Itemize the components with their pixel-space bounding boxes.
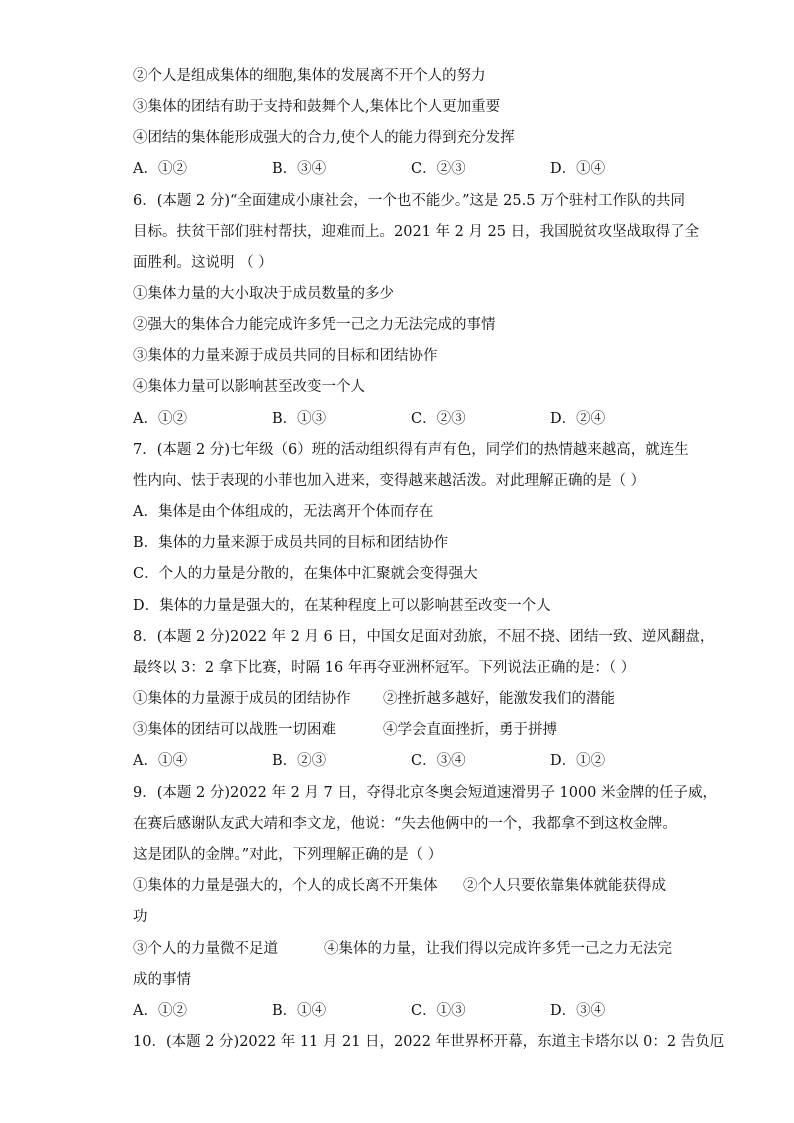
q9-item-1: ①集体的力量是强大的，个人的成长离不开集体 [133,878,438,894]
q6-stem-line: 目标。扶贫干部们驻村帮扶，迎难而上。2021 年 2 月 25 日，我国脱贫攻坚战取得了全 [133,224,700,240]
q8-option-a: A．①④ [133,753,187,769]
q9-stem-line: 在赛后感谢队友武大靖和李文龙，他说：“失去他俩中的一个，我都拿不到这枚金牌。 [133,816,677,832]
q9-item-4-wrap: 成的事情 [133,972,191,988]
q8-item-1: ①集体的力量源于成员的团结协作 [133,691,351,707]
q5-option-a: A．①② [133,161,187,177]
q5-option-d: D．①④ [550,161,606,177]
q7-stem-line: 7．(本题 2 分)七年级（6）班的活动组织得有声有色，同学们的热情越来越高，就连生 [133,442,689,458]
q9-option-a: A．①② [133,1003,187,1019]
q8-item-3: ③集体的团结可以战胜一切困难 [133,722,336,738]
q6-item: ①集体力量的大小取决于成员数量的多少 [133,286,394,302]
q5-item-3: ③集体的团结有助于支持和鼓舞个人,集体比个人更加重要 [133,99,501,115]
q7-stem-line: 性内向、怯于表现的小菲也加入进来，变得越来越活泼。对此理解正确的是（ ） [133,473,646,489]
q8-option-d: D．①② [550,753,606,769]
q9-stem-line: 这是团队的金牌。”对此，下列理解正确的是（ ） [133,847,443,863]
q6-item: ③集体的力量来源于成员共同的目标和团结协作 [133,348,438,364]
q6-item: ②强大的集体合力能完成许多凭一己之力无法完成的事情 [133,317,496,333]
q6-stem-line: 面胜利。这说明 （ ） [133,255,273,271]
q6-option-c: C．②③ [411,411,466,427]
q9-option-b: B．①④ [272,1003,327,1019]
q6-stem-line: 6．(本题 2 分)“全面建成小康社会，一个也不能少。”这是 25.5 万个驻村工作队的共同 [133,193,686,209]
q9-item-2: ②个人只要依靠集体就能获得成 [463,878,666,894]
q5-option-b: B．③④ [272,161,327,177]
q8-option-b: B．②③ [272,753,327,769]
q10-stem-line: 10．(本题 2 分)2022 年 11 月 21 日，2022 年世界杯开幕，东道主卡塔尔以 0：2 告负厄 [133,1034,725,1050]
q6-option-d: D．②④ [550,411,606,427]
q6-item: ④集体力量可以影响甚至改变一个人 [133,379,365,395]
q7-choice-b: B．集体的力量来源于成员共同的目标和团结协作 [133,535,449,551]
q9-item-3: ③个人的力量微不足道 [133,941,278,957]
q8-stem-line: 8．(本题 2 分)2022 年 2 月 6 日，中国女足面对劲旅，不屈不挠、团结一致、逆风翻盘， [133,629,715,645]
q9-option-d: D．③④ [550,1003,606,1019]
q8-item-2: ②挫折越多越好，能激发我们的潜能 [383,691,615,707]
q9-item-2-wrap: 功 [133,909,148,925]
q8-stem-line: 最终以 3：2 拿下比赛，时隔 16 年再夺亚洲杯冠军。下列说法正确的是：（ ） [133,660,636,676]
q5-option-c: C．②③ [411,161,466,177]
q6-option-b: B．①③ [272,411,327,427]
q8-option-c: C．③④ [411,753,466,769]
q6-option-a: A．①② [133,411,187,427]
q7-choice-c: C．个人的力量是分散的，在集体中汇聚就会变得强大 [133,566,478,582]
q5-item-2: ②个人是组成集体的细胞,集体的发展离不开个人的努力 [133,68,486,84]
q7-choice-d: D．集体的力量是强大的，在某种程度上可以影响甚至改变一个人 [133,598,551,614]
q9-item-4: ④集体的力量，让我们得以完成许多凭一己之力无法完 [324,941,672,957]
q7-choice-a: A．集体是由个体组成的，无法离开个体而存在 [133,504,434,520]
q9-option-c: C．①③ [411,1003,466,1019]
q8-item-4: ④学会直面挫折，勇于拼搏 [383,722,557,738]
q5-item-4: ④团结的集体能形成强大的合力,使个人的能力得到充分发挥 [133,130,515,146]
q9-stem-line: 9．(本题 2 分)2022 年 2 月 7 日，夺得北京冬奥会短道速滑男子 1000 米金牌的任子威， [133,785,717,801]
